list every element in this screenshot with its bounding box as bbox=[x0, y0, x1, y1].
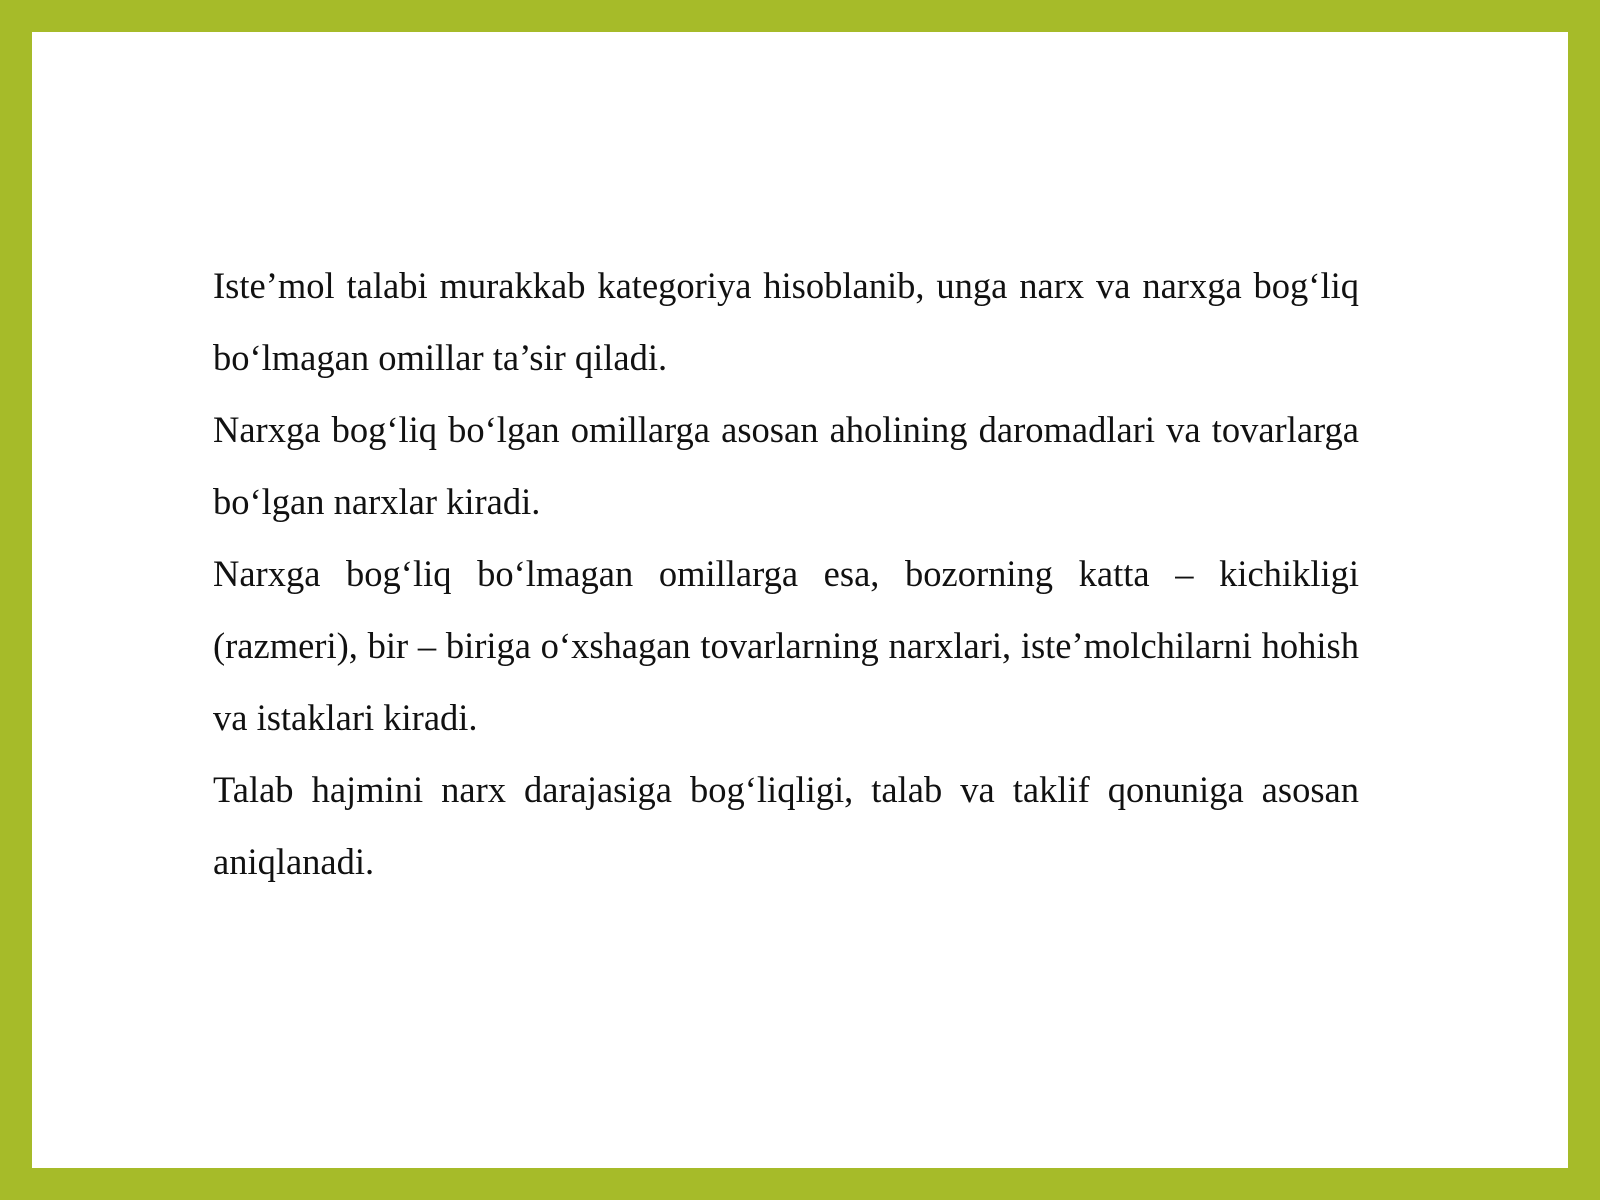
paragraph-2: Narxga bog‘liq bo‘lgan omillarga asosan aholining daromadlari va tovarlarga bo‘lgan narxlar kiradi. bbox=[213, 409, 1359, 522]
paragraph-3: Narxga bog‘liq bo‘lmagan omillarga esa, bozorning katta – kichikligi (razmeri), bir – biriga o‘xshagan tovarlarning narxlari, iste’molchilarni hohish va istaklari kiradi. bbox=[213, 553, 1359, 738]
slide-page bbox=[32, 32, 1568, 1168]
text-body bbox=[213, 250, 1359, 898]
paragraph-1: Iste’mol talabi murakkab kategoriya hisoblanib, unga narx va narxga bog‘liq bo‘lmagan omillar ta’sir qiladi. bbox=[213, 265, 1359, 378]
paragraph-4: Talab hajmini narx darajasiga bog‘liqligi, talab va taklif qonuniga asosan aniqlanadi. bbox=[213, 769, 1359, 882]
